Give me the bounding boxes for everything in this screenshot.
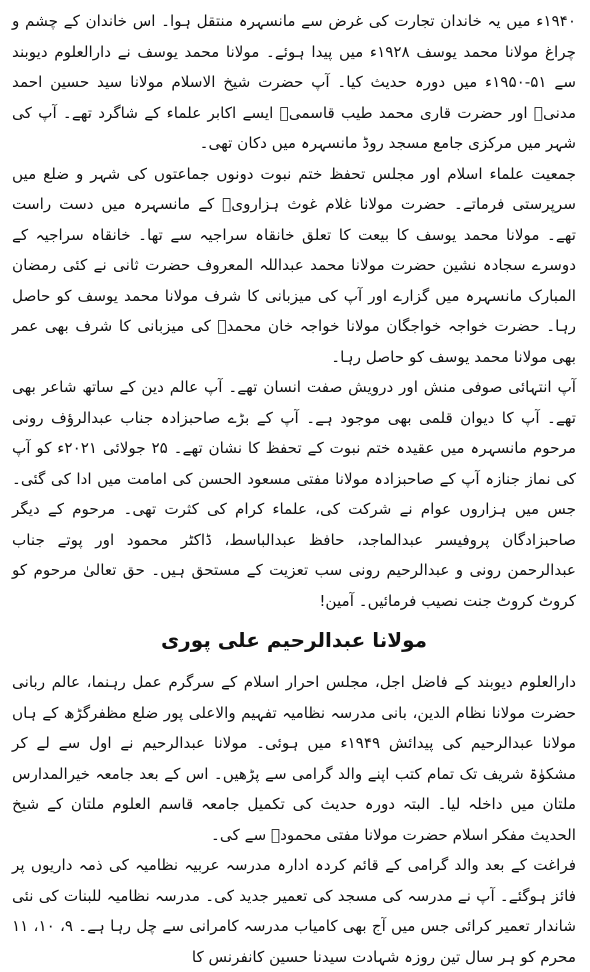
section-maulana-abdul-rahim — [12, 667, 576, 972]
paragraph: جمعیت علماء اسلام اور مجلس تحفظ ختم نبوت دونوں جماعتوں کی شہر و ضلع میں سرپرستی فرماتے۔ حضرت مولانا غلام غوث ہزارویؒ کے مانسہرہ میں دست راست تھے۔ مولانا محمد یوسف کا بیعت کا تعلق خانقاہ سراجیہ سے تھا۔ خانقاہ سراجیہ کے دوسرے سجادہ نشین حضرت مولانا محمد عبداللہ المعروف حضرت ثانی نے کئی رمضان المبارک مانسہرہ میں گزارے اور آپ کی میزبانی کا شرف مولانا محمد یوسف کو حاصل رہا۔ حضرت خواجہ خواجگان مولانا خواجہ خان محمدؒ کی میزبانی کا شرف بھی عمر بھی مولانا محمد یوسف کو حاصل رہا۔ — [12, 164, 576, 366]
section-heading: مولانا عبدالرحیم علی پوری — [160, 628, 428, 652]
paragraph: ۱۹۴۰ء میں یہ خاندان تجارت کی غرض سے مانسہرہ منتقل ہوا۔ اس خاندان کے چشم و چراغ مولانا محمد یوسف ۱۹۲۸ء میں پیدا ہوئے۔ مولانا محمد یوسف نے دارالعلوم دیوبند سے ۵۱-۱۹۵۰ء میں دورہ حدیث کیا۔ آپ حضرت شیخ الاسلام مولانا سید حسین احمد مدنیؒ اور حضرت قاری محمد طیب قاسمیؒ ایسے اکابر علماء کے شاگرد تھے۔ آپ کی شہر میں مرکزی جامع مسجد روڈ مانسہرہ میں دکان تھی۔ — [12, 12, 577, 152]
paragraph: فراغت کے بعد والد گرامی کے قائم کردہ ادارہ مدرسہ عربیہ نظامیہ کی ذمہ داریوں پر فائز ہوگئے۔ آپ نے مدرسہ کی مسجد کی تعمیر جدید کی۔ مدرسہ نظامیہ للبنات کی نئی شاندار تعمیر کرائی جس میں آج بھی کامیاب مدرسہ کامرانی سے چل رہا ہے۔ ۹، ۱۰، ۱۱ محرم کو ہر سال تین روزہ شہادت سیدنا حسین کانفرنس کا — [12, 856, 577, 966]
paragraph: دارالعلوم دیوبند کے فاضل اجل، مجلس احرار اسلام کے سرگرم عمل رہنما، عالم ربانی حضرت مولانا نظام الدین، بانی مدرسہ نظامیہ تفہیم والاعلی پور ضلع مظفرگڑھ کے ہاں مولانا عبدالرحیم کی پیدائش ۱۹۴۹ء میں ہوئی۔ مولانا عبدالرحیم نے اول سے لے کر مشکوٰۃ شریف تک تمام کتب اپنے والد گرامی سے پڑھیں۔ اس کے بعد جامعہ خیرالمدارس ملتان میں داخلہ لیا۔ البتہ دورہ حدیث کی تکمیل جامعہ قاسم العلوم ملتان کے شیخ الحدیث مفکر اسلام حضرت مولانا مفتی محمودؒ سے کی۔ — [12, 673, 576, 844]
paragraph: آپ انتہائی صوفی منش اور درویش صفت انسان تھے۔ آپ عالم دین کے ساتھ شاعر بھی تھے۔ آپ کا دیوان قلمی بھی موجود ہے۔ آپ کے بڑے صاحبزادہ جناب عبدالرؤف رونی مرحوم مانسہرہ میں عقیدہ ختم نبوت کے تحفظ کا نشان تھے۔ ۲۵ جولائی ۲۰۲۱ء کو آپ کی نماز جنازہ آپ کے صاحبزادہ مولانا مفتی مسعود الحسن کی امامت میں ادا کی گئی۔ جس میں ہزاروں عوام نے شرکت کی، علماء کرام کی کثرت تھی۔ مرحوم کے دیگر صاحبزادگان پروفیسر عبدالماجد، حافظ عبدالباسط، ڈاکٹر محمود اور پوتے جناب عبدالرحمن رونی و عبدالرحیم رونی سب تعزیت کے مستحق ہیں۔ حق تعالیٰ مرحوم کو کروٹ کروٹ جنت نصیب فرمائیں۔ آمین! — [12, 378, 577, 610]
section-maulana-yusuf — [12, 6, 576, 616]
